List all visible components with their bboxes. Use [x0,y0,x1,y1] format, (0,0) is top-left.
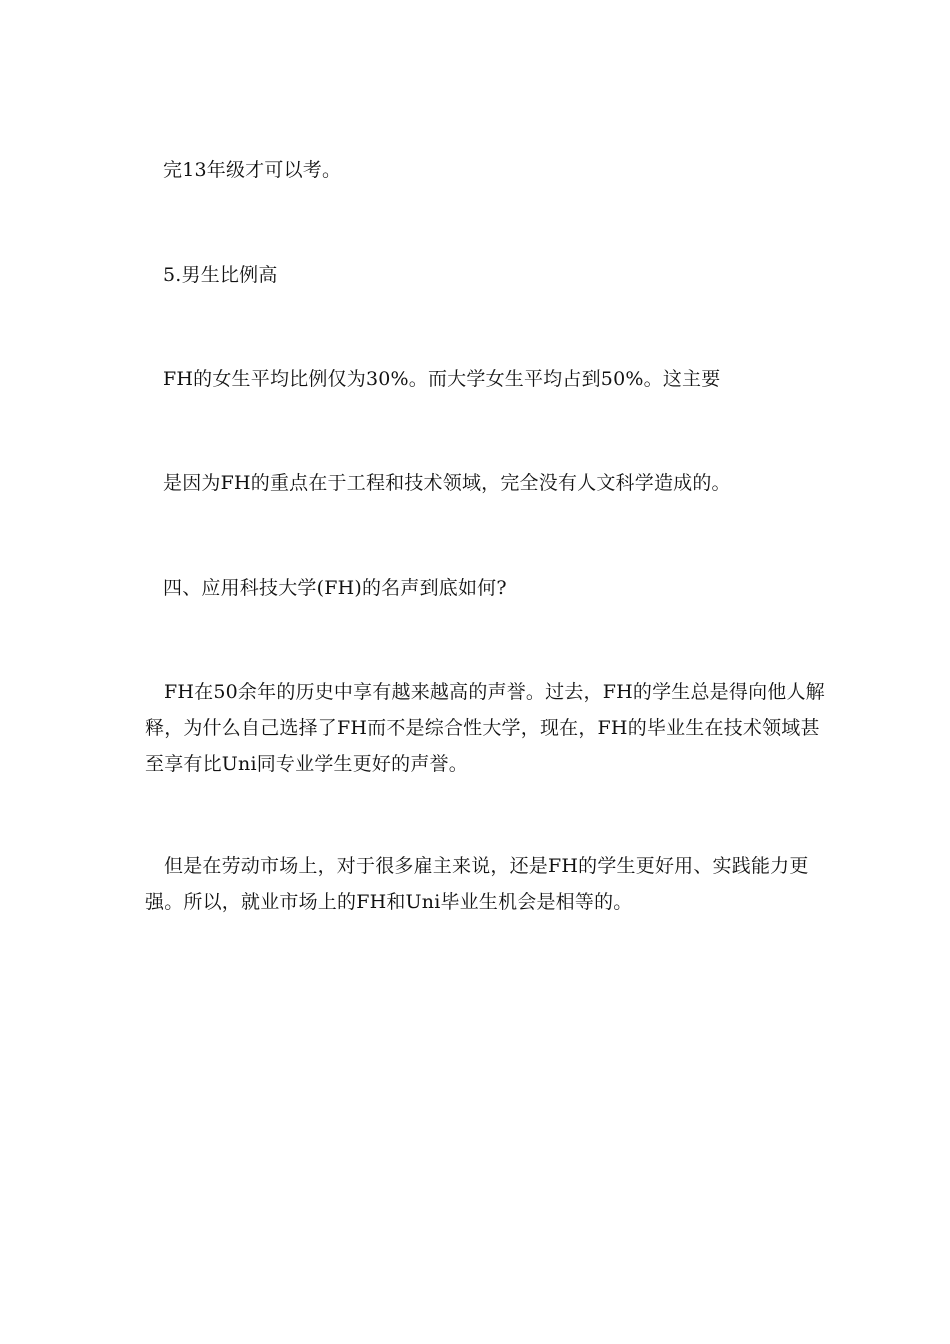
section-heading: 四、应用科技大学(FH)的名声到底如何? [163,577,507,599]
paragraph-job-market: 但是在劳动市场上，对于很多雇主来说，还是FH的学生更好用、实践能力更强。所以，就业市场上的FH和Uni毕业生机会是相等的。 [145,855,809,913]
section-heading: 5.男生比例高 [163,264,278,286]
paragraph-reputation: FH在50余年的历史中享有越来越高的声誉。过去，FH的学生总是得向他人解释，为什么自己选择了FH而不是综合性大学，现在，FH的毕业生在技术领域甚至享有比Uni同专业学生更好的声誉。 [145,681,825,775]
text-line: 完13年级才可以考。 [163,159,342,181]
text-line: FH的女生平均比例仅为30%。而大学女生平均占到50%。这主要 [163,368,721,390]
text-line: 是因为FH的重点在于工程和技术领域，完全没有人文科学造成的。 [163,472,731,494]
